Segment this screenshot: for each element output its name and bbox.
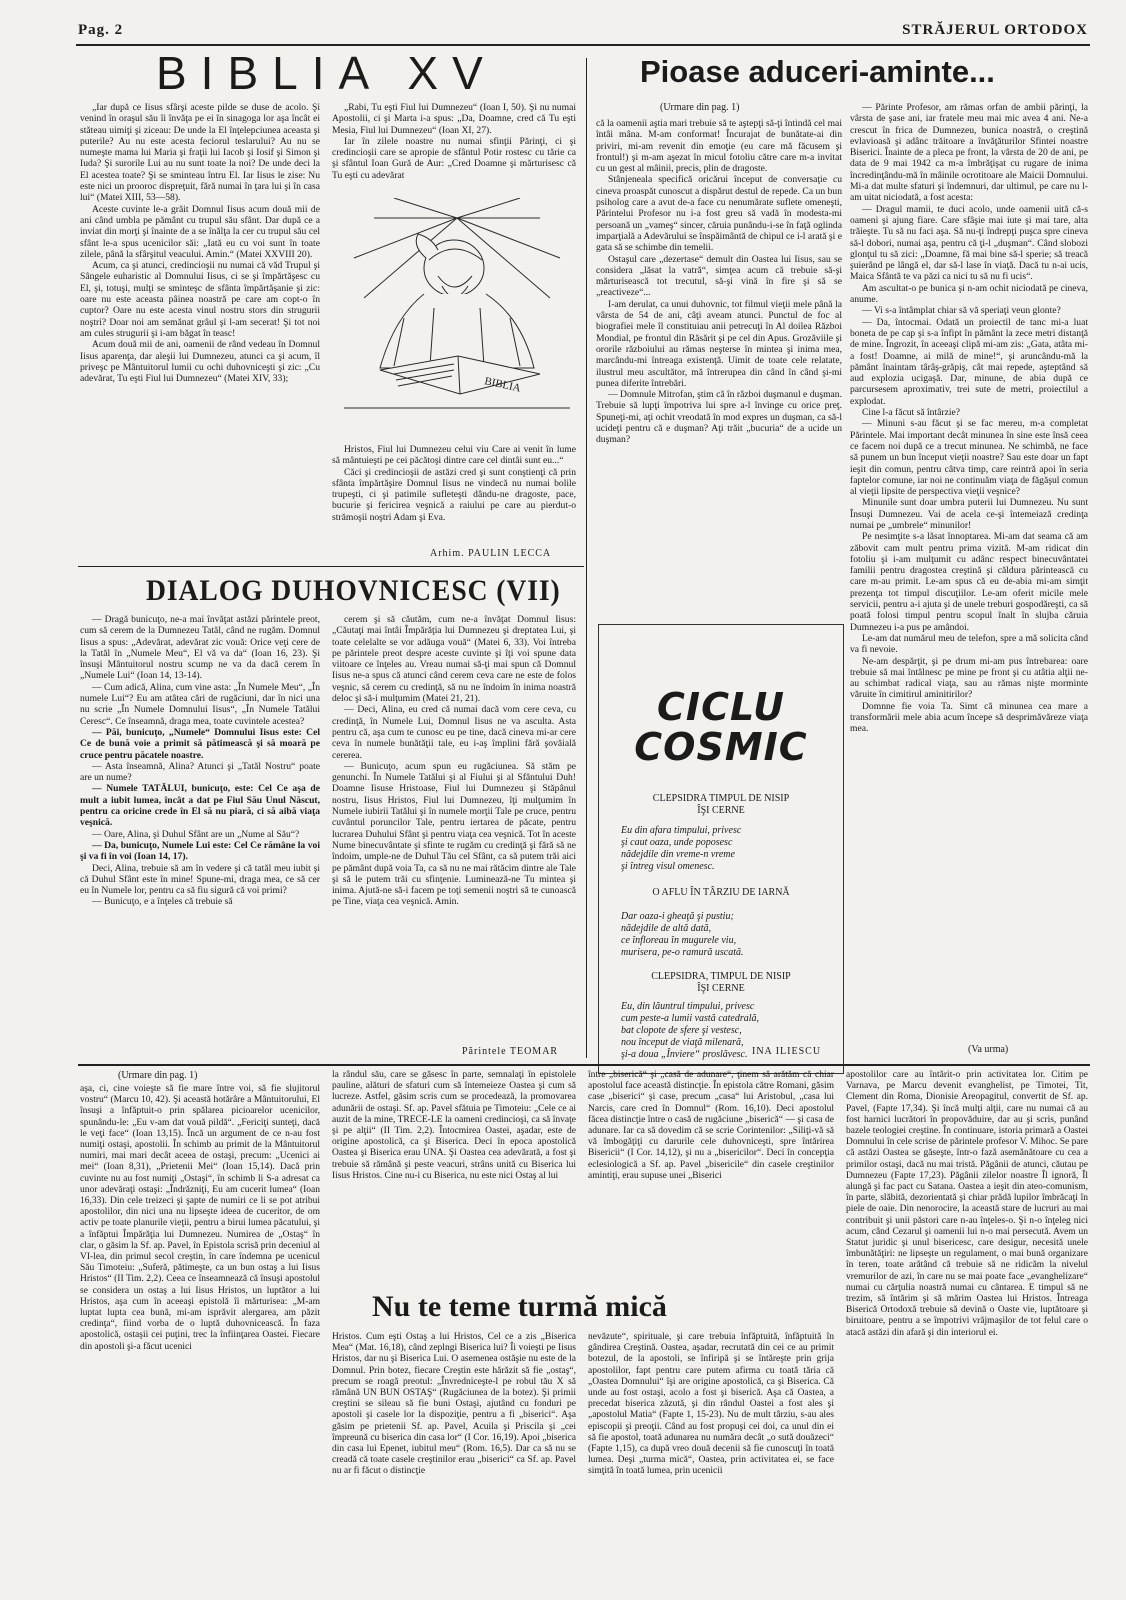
- biblia-column-2-bottom: [332, 444, 576, 548]
- biblia-paragraph: Hristos, Fiul lui Dumnezeu celui viu Care ai venit în lume să mântuieşti pe cei păcătoşi dintre care cel dintâi sunt eu...“: [332, 444, 576, 467]
- poem-stanza: Eu din afara timpului, privesc şi caut oaza, unde poposesc nădejdile din vreme-n vreme şi întreg visul omenesc.: [621, 825, 742, 872]
- newspaper-name: STRĂJERUL ORTODOX: [902, 22, 1088, 38]
- poem-title-line-1: CICLU: [657, 685, 785, 729]
- poem-author: INA ILIESCU: [752, 1046, 822, 1057]
- biblia-paragraph: Acum două mii de ani, oamenii de rând vedeau în Domnul Iisus aparenţa, dar aleşii lui Dumnezeu, atunci ca şi acum, îl priveşc pe Mântuitorul lumii cu ochi duhovniceşti şi zic: „Cu adevărat, Tu eşti Fiul lui Dumnezeu“ (Matei XIV, 33);: [80, 339, 320, 385]
- article-column-3-top: [588, 1070, 834, 1290]
- dialog-paragraph: — Oare, Alina, şi Duhul Sfânt are un „Nume al Său“?: [92, 828, 300, 840]
- pioase-paragraph: Pe nesimţite s-a lăsat înnoptarea. Mi-am dat seama că am zăbovit cam mult pentru prima vizită. M-am ridicat din fotoliu şi i-am mulţumit cu adânc respect binecuvântatei familii pentru dragostea creştină şi căldura părintească cu care m-au primit. Le-am spus că eu de-abia mi-am simţit prezenţa tot timpul discuţiilor. Le-am oferit micile mele servicii, pentru a-i ajuta şi de unele treburi gospodăreşti, ca să poată folosi timpul pentru scopul înalt în slujba căruia Dumnezeu i-a pus pe amândoi.: [850, 531, 1088, 633]
- dialog-paragraph: cerem şi să căutăm, cum ne-a învăţat Domnul Iisus: „Căutaţi mai întâi Împărăţia lui Dumnezeu şi dreptatea Lui, şi toate celelalte se vor adăuga vouă“ (Matei 6, 33). Voi întreba pe părintele preot despre aceste cuvinte şi îţi voi spune data viitoare ce înţeles au. Vreau numai să-ţi mai spun că Domnul Iisus ne-a spus că atunci când cerem ceva care ne este de folos veşnic, să cerem cu credinţă, să nu ne îndoim în inima noastră deloc şi să-i mulţumim (Matei 21, 21).: [332, 614, 576, 705]
- pioase-paragraph: — Vi s-a întâmplat chiar să vă speriaţi veun glonte?: [862, 305, 1061, 317]
- poem-stanza: Dar oaza-i gheaţă şi pustiu; nădejdile de altă dată, ce înfloreau în mugurele viu, murisera, pe-o ramură uscată.: [621, 911, 744, 958]
- pioase-paragraph: Am ascultat-o pe bunica şi n-am ochit niciodată pe cineva, anume.: [850, 282, 1088, 306]
- article-paragraph: nevăzute“, spirituale, şi care trebuia înfăptuită, înfăptuită în gândirea Creştină. Oastea, aşadar, recrutată din cei ce au primit botezul, de la apostoli, se înfiripă şi se întăreşte prin grija apostolilor, fapt pentru care putem afirma cu toată tăria că „Oastea Domnului“ îşi are origine apostolică, ca şi Biserica. Că unde au fost ostaşi, acolo a fost şi biserică. Aşa că Oastea, a precedat biserica zăzută, şi din rândul Oastei a fost ales şi „apostolul Matia“ (Fapte 1, 15-23). Nu de mult târziu, s-au ales episcopii şi preoţii. Când au fost propuşi cei doi, ca unul din ei să fie apostol, toată adunarea nu număra decât „o sută douăzeci“ (Fapte 1,15), ca după vreo două decenii să fie cunoscuţi în toată lumea. Deşi „turma mică“, Oastea, prin activitatea ei, se face simţită în toată lumea, prin ucenicii: [588, 1332, 834, 1477]
- poem-subtitle: CLEPSIDRA TIMPUL DE NISIP: [652, 793, 790, 804]
- pioase-paragraph: — Dragul mamii, te duci acolo, unde oamenii uită că-s oameni şi ajung fiare. Care sfâşie mai iute şi mai tare, alta trăieşte. Tu să nu faci aşa. Să nu-ţi îndrepţi puşca spre cineva să-l dobori, numai aşa, pentru că ţi-l „duşman“. Când slobozi glonţul tu să zici: „Doamne, fă mai bine să-l sperie; să treacă şuierând pe lângă el, dar să-l lase în viaţă. Dacă tu n-ai ucis, Maica Sfântă te va păzi ca nici tu să nu fi ucis“.: [850, 203, 1088, 283]
- pioase-paragraph: — Minuni s-au făcut şi se fac mereu, m-a completat Părintele. Mai important decât minunea în sine este însă ceea ce facem noi după ce a trecut minunea. Ne schimbă, ne face să punem un bun început vieţii noastre? Sau este doar un fapt ieşit din comun, pentru câtva timp, care reintră apoi în seria faptelor comune, iar noi ne continuăm viaţa de făgăşul comun al vieţii lipsite de perspectiva vieţii veşnice?: [850, 418, 1088, 498]
- biblia-paragraph: „Rabi, Tu eşti Fiul lui Dumnezeu“ (Ioan I, 50). Şi nu numai Apostolii, ci şi Marta i-a spus: „Da, Doamne, cred că Tu eşti Mesia, Fiul lui Dumnezeu“ (Ioan XI, 27).: [332, 102, 576, 136]
- pioase-paragraph: I-am derulat, ca unui duhovnic, tot filmul vieţii mele până la vârsta de 54 de ani, câţi aveam atunci. Punctul de foc al biografiei mele îl constituiau anii petrecuţi în Al doilea Război Mondial, pe frontul din Răsărit şi pe cel din Apus. Grozăviile şi ororile războiului au rămas neşterse în mintea şi inima mea, marcându-mi întreaga existenţă. Uimit de toate cele relatate, ilustrul meu ascultător, mă întrerupea din când în când şi-mi punea diferite întrebări.: [596, 298, 842, 389]
- biblia-column-2-top: [332, 102, 576, 200]
- article-column-1: [80, 1084, 320, 1592]
- poem-subtitle: CLEPSIDRA, TIMPUL DE NISIP: [651, 971, 791, 982]
- dialog-paragraph: — Dragă bunicuţo, ne-a mai învăţat astăzi părintele preot, cum să cerem de la Dumnezeu Tatăl, când ne rugăm. Domnul Iisus a spus: „Adevărat, adevărat zic vouă: Orice veţi cere de la Tatăl în „Numele Meu“, El vă va da“ (Ioan 16, 23). Şi însuşi Mântuitorul nostru scump ne va da dacă cerem în „Numele Lui“ (Ioan 14, 13-14).: [80, 614, 320, 682]
- biblia-paragraph: Acum, ca şi atunci, credincioşii nu numai că văd Trupul şi Sângele euharistic al Domnului Iisus, ci se şi împărtăşesc cu El, şi, totuşi, mulţi se sminteşc de sfânta împărtăşanie şi zic: oare nu este aceasta pâinea noastră pe care am copt-o în cuptor? Oare nu este acesta vinul nostru stors din strugurii noştri? Doar noi am semănat grâul şi l-am secerat! Şi tot noi am cules strugurii şi i-am băgat în teasc!: [80, 260, 320, 339]
- article-paragraph: la rândul său, care se găsesc în parte, semnalaţi în epistolele pauline, alături de sfaturi cum să întemeieze Oastea şi cum să lucreze. Astfel, găsim scris cum se procedează, la promovarea adunării de ostaşi. Sf. ap. Pavel sfătuia pe Timoteiu: „Cele ce ai auzit de la mine, TRECE-LE la oameni credincioşi, ca să învaţe şi pe alţii“ (II Tim. 2,2). Întocmirea Oastei, aşadar, este de origine apostolică, ca şi Biserica. Deci în epoca apostolică Oastea şi Biserica erau UNA. Şi Oastea cea adevărată, a fost şi trebuie să rămână şi peste veacuri, strâns unită cu Biserica lui Iisus Hristos. Cine nu-i cu Biserica, nu este nici Ostaş al lui: [332, 1070, 576, 1181]
- dialog-paragraph: — Cum adică, Alina, cum vine asta: „În Numele Meu“, „În numele Lui“? Eu am atâtea cări de rugăciuni, dar în nici una nu scrie „În Numele Domnului Iisus“, „În Numele Tatălui Ceresc“. Ce înseamnă, draga mea, toate cuvintele acestea?: [80, 681, 320, 727]
- pioase-column-1: [596, 118, 842, 614]
- bottom-section-rule: [78, 1064, 1090, 1066]
- biblia-signature: Arhim. PAULIN LECCA: [430, 548, 552, 559]
- pioase-paragraph: Minunile sunt doar umbra puterii lui Dumnezeu. Nu sunt Însuşi Dumnezeu. Vai de acela ce-şi întemeiază credinţa numai pe „umbrele“ minunilor!: [850, 497, 1088, 531]
- biblia-column-1: [80, 102, 320, 558]
- article-column-4: [846, 1070, 1088, 1594]
- dialog-column-1: [80, 614, 320, 1062]
- pioase-paragraph: Le-am dat numărul meu de telefon, spre a mă solicita când va fi nevoie.: [850, 632, 1088, 656]
- article-title: Nu te teme turmă mică: [372, 1290, 667, 1323]
- biblia-paragraph: Iar în zilele noastre nu numai sfinţii Părinţi, ci şi credincioşii care se apropie de sfântul Potir rostesc cu tărie ca şi sfântul Ioan Gură de Aur: „Cred Doamne şi mărturisesc că Tu eşti cu adevărat: [332, 135, 576, 181]
- poem-box: [598, 624, 844, 1074]
- biblia-paragraph: „Iar după ce Iisus sfârşi aceste pilde se duse de acolo. Şi venind în oraşul său îi învăţa pe ei în sinagoga lor aşa încât ei stăteau uimiţi şi ziceau: De unde la El înţelepciunea aceasta şi puterile? Au nu este acesta feciorul teslarului? Au nu se numeşte mama lui Maria şi fraţii lui Iacob şi Iosif şi Simon şi Iuda? Şi surorile Lui au nu sunt toate la noi? De unde deci la El acestea toate? Şi se sminteau întru El. Iar Iisus le zise: Nu este nici un prooroc dispreţuit, fără numai în ţara lui şi în casa lui“ (Matei XIII, 53—58).: [80, 102, 320, 204]
- pioase-paragraph: — Părinte Profesor, am rămas orfan de ambii părinţi, la vârsta de şase ani, iar fratele meu mai mic avea 4 ani. Ne-a crescut în frica de Dumnezeu, bunica noastră, o creştină evlavioasă şi adânc trăitoare a învăţăturilor Sfintei noastre Biserici. Înainte de a pleca pe front, la vârsta de 20 de ani, pe data de 9 mai 1942 ca m-a îmbrăţişat cu rugare de inima încredinţându-mă în mâinile ocrotitoare ale Maicii Domnului. Mi-a dat multe sfaturi şi îndemnuri, dar ultimul, pe care nu l-am uitat niciodată, a fost acesta:: [850, 102, 1088, 204]
- dialog-signature: Părintele TEOMAR: [462, 1046, 559, 1057]
- article-column-3-bottom: [588, 1332, 834, 1594]
- poem-interlude: O AFLU ÎN TÂRZIU DE IARNĂ: [652, 887, 790, 898]
- biblia-paragraph: Căci şi credincioşii de astăzi cred şi sunt conştienţi că prin sfânta împărtăşire Domnul Iisus ne vindecă nu numai bolile trupeşti, ci şi patimile sufleteşti dându-ne dragoste, pace, bucurie şi fericirea veşnică a raiului pe care au pierdut-o strămoşii noştri Adam şi Eva.: [332, 466, 576, 523]
- biblia-title: BIBLIA XV: [156, 47, 497, 99]
- dialog-paragraph: — Deci, Alina, eu cred că numai dacă vom cere ceva, cu credinţă, în Numele Lui, Domnul Iisus ne va asculta. Asta pentru că, aşa cum te cunosc eu pe tine, dacă cineva mi-ar cere ceva în numele bunătăţii tale, eu i-aş împlini fără şovăială cererea.: [332, 704, 576, 761]
- poem-subtitle: ÎŞI CERNE: [697, 983, 745, 994]
- article-column-2-bottom: [332, 1332, 576, 1594]
- book-label: BIBLIA: [483, 375, 522, 395]
- pioase-paragraph: Ne-am despărţit, şi pe drum mi-am pus întrebarea: oare trebuie să mai întâlnesc pe mine pe front şi cu atâtia alţii ne-au schimbat radical viaţa, sau au rămas nişte morminte văruite în cimitirul aminitirilor?: [850, 655, 1088, 701]
- pioase-paragraph: Domnne fie voia Ta. Simt că minunea cea mare a transformării mele abia acum începe să desprimăvăreze viaţa mea.: [850, 700, 1088, 735]
- article-paragraph: apostolilor care au întărit-o prin activitatea lor. Citim pe Varnava, pe Marcu devenit evanghelist, pe Timotei, Tit, Clement din Roma, Dionisie Areopagitul, convertit de Sf. ap. Pavel, (Fapte 17,34). Şi încă mulţi alţii, care nu numai că au fost harnici lucrători în propovăduire, dar au şi scris, punând bazele teologiei creştine. În continuare, istoria primară a Oastei Domnului în cele scrise de părintele profesor V. Mihoc. Se pare că astăzi Oastea se găseşte, într-o fază asemănătoare cu cea a primilor ostaşi, dacă nu mai tristă. Păgânii de atunci, căutau pe Dumnezeu (Fapte 17,23). Păgânii zilelor noastre Îl ignoră, Îl alungă şi fac pact cu Satana. Oastea a ieşit din ateo-comunism, în parte, slăbită, dezorientată şi chiar prădă lupilor îmbrăcaţi în piele de oaie. Din nenorocire, la această stare de lucruri au mai contribuit şi unii păstori care n-au înţeles-o. Şi n-o înţeleg nici acum, când Cezarul şi oamenii lui n-o mai persecută. Avem un Statut juridic şi unul bisericesc, care desigur, necesită unele îmbunătăţiri: ne lipseşte un regulament, o mai bună organizare în teren, toate arătând că trebuie să ne ridicăm la nivelul vremurilor de azi, în care nu se mai poate face „evanghelizare“ numai cu cărţulia noastră numai cu cântarea. E timpul să ne trezim, să întărim şi să mărim Oastea lui Hristos. Întreaga Biserică Ortodoxă trebuie să devină o Oaste vie, luptătoare şi biruitoare, pentru a se împotrivi vrăjmaşilor de tot felul care o atacă astăzi din afară şi din interiorul ei.: [846, 1070, 1088, 1338]
- section-rule: [78, 566, 584, 567]
- pioase-paragraph: Cine l-a făcut să întârzie?: [862, 407, 961, 419]
- pioase-paragraph: — Domnule Mitrofan, ştim că în război duşmanul e duşman. Trebuie să lupţi împotriva lui spre a-l învinge cu orice preţ. Spuneţi-mi, aţi ochit vreodată în mod expres un duşman, ca să-l ucideţi pentru că e duşman? Aţi trăit „bucuria“ de a ucide un duşman?: [596, 389, 842, 446]
- column-divider: [586, 58, 587, 1058]
- pioase-continuation-note: (Urmare din pag. 1): [660, 102, 740, 113]
- dialog-paragraph: Deci, Alina, trebuie să am în vedere şi că tatăl meu iubit şi că Duhul Sfânt este în mine! Spune-mi, draga mea, ce să cer eu în Numele lor, pentru ca să fiu sigură că voi primi?: [80, 862, 320, 897]
- praying-man-illustration: [334, 198, 580, 434]
- article-paragraph: Hristos. Cum eşti Ostaş a lui Hristos, Cel ce a zis „Biserica Mea“ (Mat. 16,18), când zeplngi Biserica lui? Îi voieşti pe Iisus Hristos, dar nu şi Biserica Lui. O asemenea ostăşie nu este de la Domnul. Prin botez, fiecare Creştin este hărăzit să fie „ostaş“, precum se roagă preotul: „Învredniceşte-l pe robul tău X să rămână UN BUN OSTAŞ“ (Rugăciunea de la botez). Şi primii creştini se sileau să fie buni Ostaşi, ajutând cu fonduri pe apostoli şi casele lor la dispoziţie, pentru a fi „biserici“. Aşa găsim pe prietenii Sf. ap. Pavel, Acuila şi Priscila şi „cei împreună cu biserica din casa lor“ (I Cor. 16,19). Apoi „biserica din casa lui Epenet, iubitul meu“ (Rom. 16,5). Dar ca să nu se creadă că toate casele creştinilor erau „biserici“ ca Sf. ap. Pavel nu ar fi făcut o distincţie: [332, 1332, 576, 1477]
- dialog-paragraph: — Păi, bunicuţo, „Numele“ Domnului Iisus este: Cel Ce de bună voie a primit să pătimească şi să moară pe cruce pentru păcatele noastre.: [80, 726, 320, 761]
- page-number: Pag. 2: [78, 22, 124, 38]
- to-be-continued: (Va urma): [968, 1044, 1009, 1055]
- pioase-title: Pioase aduceri-aminte...: [640, 54, 995, 89]
- pioase-paragraph: Stânjeneala specifică oricărui început de conversaţie cu cineva proaspăt cunoscut a dispărut destul de repede. Ca un bun psiholog care a avut de-a face cu nenumărate suflete omeneşti, Părintelui Profesor nu i-a fost greu să vadă în modesta-mi persoană un „vameş“ sincer, căruia punându-i-se în faţă oglinda imparţială a Adevărului se înspăimântă de chipul ce i-l arată şi e gata să se schimbe din temelii.: [596, 174, 842, 254]
- pioase-paragraph: Ostaşul care „dezertase“ demult din Oastea lui Iisus, sau se considera „lăsat la vatră“, simţea acum că trebuie să-şi mărturisească tot trecutul, să-şi vină în fire şi să se „reactiveze“...: [596, 253, 842, 299]
- dialog-title: DIALOG DUHOVNICESC (VII): [146, 574, 561, 607]
- dialog-paragraph: — Bunicuţo, e a înţeles că trebuie să: [92, 896, 233, 908]
- poem-stanza: Eu, din lăuntrul timpului, privesc cum peste-a lumii vastă catedrală, bat clopote de sfere şi vestesc, nou început de viaţă milenară, şi-a doua „Înviere“ proslăvesc.: [621, 1001, 760, 1060]
- dialog-paragraph: — Numele TATĂLUI, bunicuţo, este: Cel Ce aşa de mult a iubit lumea, încât a dat pe Fiul Său Unul Născut, pentru ca oricine crede în El să nu piară, ci să aibă viaţa veşnică.: [80, 783, 320, 829]
- poem-subtitle: ÎŞI CERNE: [697, 805, 745, 816]
- article-column-2-top: [332, 1070, 576, 1290]
- pioase-paragraph: că la oamenii aştia mari trebuie să te aştepţi să-ţi întindă cel mai întâi mâna. M-am conformat! Încurajat de bunătate-ai din priviri, mi-am revenit din emoţie (eu care mă făcusem şi frontul!) şi m-am aşezat în micul fotoliu către care m-a invitat cu un gest al mâinii, precis, plin de dragoste.: [596, 118, 842, 175]
- poem-title-line-2: COSMIC: [634, 725, 808, 769]
- dialog-column-2: [332, 614, 576, 1044]
- article-paragraph: aşa, ci, cine voieşte să fie mare între voi, să fie slujitorul vostru“ (Marcu 10, 42). Şi această hotărâre a Mântuitorului, El însuşi a înfăptuit-o prin spălarea picioarelor ucenicilor, spunându-le: „Eu v-am dat vouă pildă“. „Fericiţi sunteţi, dacă le veţi face“ (Ioan 13,15). Încă un argument de ce n-au fost numiţi ostaşi, apostolii. În schimb au primit de la Mântuitorul numiri, mai mari decât aceea de ostaşi, precum: „Ucenici ai mei“ (Ioan 8,31), „Prietenii Mei“ (Ioan 15,14). Dacă prin cuvinte nu au fost numiţi „Ostaşi“, în schimb li S-a adresat ca unor adevăraţi ostaşi: „Îndrăzniţi, Eu am cucerit lumea“ (Ioan 16,33). Din cele treizeci şi şapte de numiri ce li se pot atribui apostolilor, din nici una nu lipseşte ideea de cuceritor, de om activ pe toate planurile vieţii, pentru a birui lumea păcatului, şi a înfăptui Împărăţia lui Dumnezeu. Numirea de „Ostaş“ în clar, o găsim la Sf. ap. Pavel, în Epistola scrisă prin deceniul al VI-lea, din primul secol creştin, în care îndemna pe ucenicul Său Timoteiu: „Suferă, pătimeşte, ca un bun ostaş a lui Iisus Hristos“ (II Tim. 2,2). Ceea ce înseamnează că însuşi apostolul se considera un ostaş a lui Iisus Hristos, un luptător a lui Hristos, aşa cum în aceeaşi epistolă îi mărturisea: „M-am luptat lupta cea bună, mi-am isprăvit alergarea, am păzit credinţa“, fiind vorba de o luptă duhovnicească. În faza apostolică, ostaşii cei puţini, trec la înfiinţarea Oastei. Fiecare din apostoli şi-a făcut ucenici: [80, 1084, 320, 1352]
- dialog-paragraph: — Asta înseamnă, Alina? Atunci şi „Tatăl Nostru“ poate are un nume?: [80, 760, 320, 784]
- dialog-paragraph: — Bunicuţo, acum spun eu rugăciunea. Să stăm pe genunchi. În Numele Tatălui şi al Fiului şi al Sfântului Duh! Doamne Iisuse Hristoase, Fiul lui Dumnezeu şi Stăpânul nostru, Iisus Hristos, Fiul lui Dumnezeu, îţi mulţumim în Numele iubirii Tatălui şi în numele morţii Tale pe cruce, pentru cuvântul poruncilor Tale, pentru iertarea de păcate, pentru lucrarea Duhului Sfânt şi pentru viaţa cea veşnică. Tot în aceste Nume binecuvântate şi sfinte te rugăm cu credinţă şi fără să ne îndoim, umple-ne de Duhul Tău cel Sfânt, ca să putem trăi aici pe pământ după voia Ta, ca să nu ne mai rătăcim dintre ale Tale şi să le putem trăi cu sfinţenie. Luminează-ne Tu mintea şi inima. Ajută-ne să-i facem pe toţi semenii noştri să te cunoască pe Tine, viaţa cea veşnică. Amin.: [332, 760, 576, 908]
- pioase-column-2: [850, 102, 1088, 1028]
- article-paragraph: între „biserică“ şi „casă de adunare“, ţinem să arătăm că chiar apostolul face această distincţie. În epistola către Romani, găsim case „biserici“ şi case, precum „casa“ lui Aristobul, „casa lui Narcis, care cred în Domnul“ (Rom. 16,10). Deci apostolul făcea distincţie între o casă de rugăciune „biserică“ — şi casa de adunare. Iar ca să dovedim că se scrie Corintenilor: „Siliţi-vă să vă îmbogăţiţi cu darurile cele duhovniceşti, spre întărirea Bisericii“ (I Cor. 14,12), şi nu a „bisericilor“. Deci în concepţia eclesiologică a Sf. ap. Pavel „bisericile“ din casele creştinilor amintiţi, erau supuse unei „Biserici: [588, 1070, 834, 1181]
- biblia-paragraph: Aceste cuvinte le-a grăit Domnul Iisus acum două mii de ani când umbla pe pământ cu trupul său sfânt. Dar după ce a inviat din morţi şi înainte de a se înălţa la cer cu trupul său cel sfânt le-a spus ucenicilor săi: „Iată eu cu voi sunt în toate zilele, până la sfârşitul veacului. Amin.“ (Matei XXVIII 20).: [80, 203, 320, 260]
- bottom-continuation-note: (Urmare din pag. 1): [118, 1070, 198, 1081]
- dialog-paragraph: — Da, bunicuţo, Numele Lui este: Cel Ce rămâne la voi şi va fi în voi (Ioan 14, 17).: [80, 839, 320, 863]
- pioase-paragraph: — Da, întocmai. Odată un proiectil de tanc mi-a luat boneta de pe cap şi s-a înfipt în pământ la zece metri distanţă de mine. Îngrozit, în aceeaşi clipă mi-am zis: „Gata, atâta mi-a fost! Doamne, ai milă de mine!“, şi aruncându-mă la pământ înaintam târâş-grăpiş, cât mai repede, aşteptând să aud explozia ucigaşă. Dar, minune, de abia după ce parcursesem aproximativ, trei sute de metri, proiectilul a explodat.: [850, 316, 1088, 407]
